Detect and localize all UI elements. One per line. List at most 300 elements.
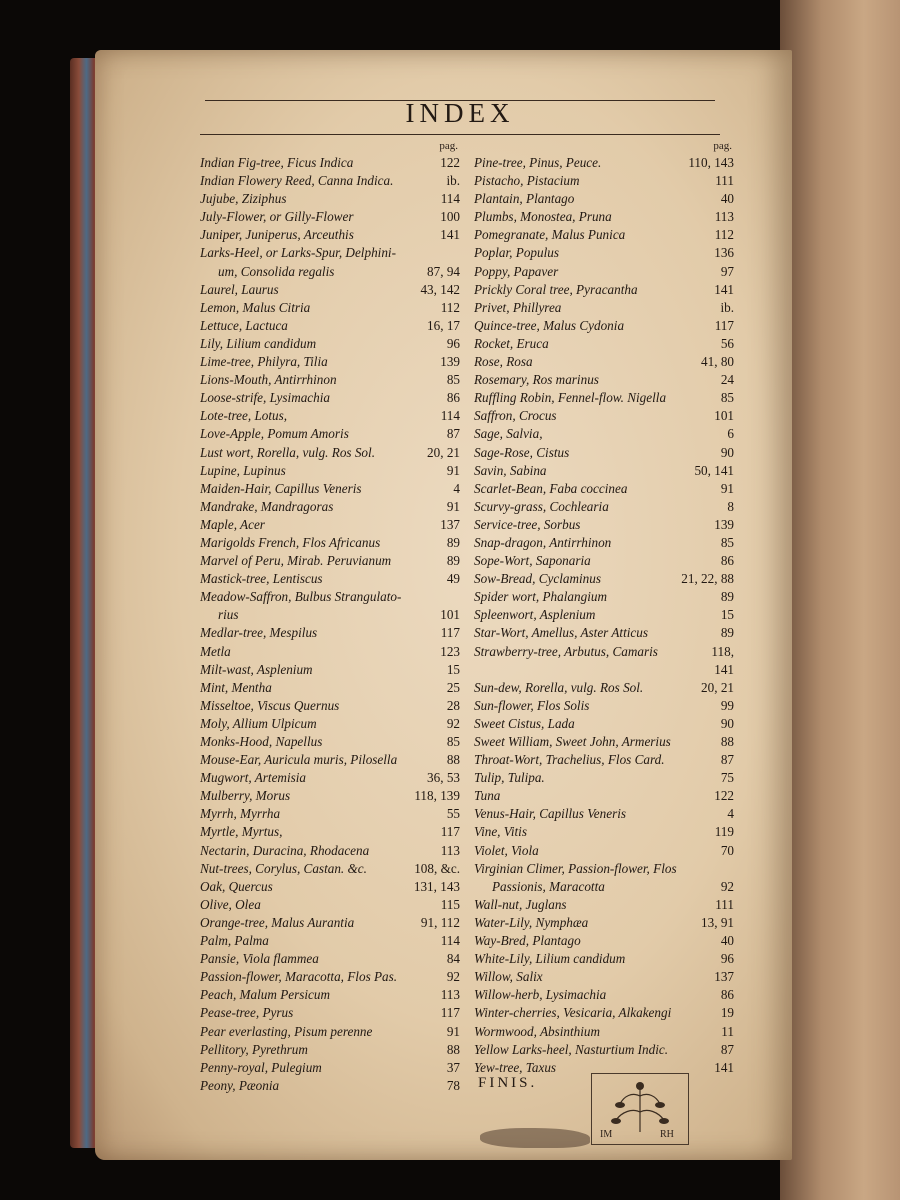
entry-name: Mastick-tree, Lentiscus — [200, 571, 323, 587]
entry-page-number: 85 — [720, 390, 734, 406]
index-entry — [474, 950, 736, 968]
entry-name: Myrtle, Myrtus, — [200, 824, 283, 840]
index-entry — [474, 389, 736, 407]
index-entry — [474, 444, 736, 462]
entry-page-number: 112 — [714, 227, 734, 243]
entry-page-number: 141 — [714, 281, 734, 297]
entry-page-number: 139 — [714, 516, 734, 532]
entry-name: Metla — [200, 643, 231, 659]
index-entry — [200, 353, 462, 371]
entry-page-number: 118, — [711, 643, 734, 659]
entry-name: Yellow Larks-heel, Nasturtium Indic. — [474, 1041, 669, 1057]
index-entry — [474, 986, 736, 1004]
entry-name: Pine-tree, Pinus, Peuce. — [474, 155, 602, 170]
index-entry — [474, 751, 736, 769]
entry-page-number: 114 — [440, 408, 460, 424]
index-entry — [200, 317, 462, 335]
entry-name: Poplar, Populus — [474, 245, 559, 261]
entry-page-number: 123 — [440, 643, 460, 659]
entry-name: Strawberry-tree, Arbutus, Camaris — [474, 643, 658, 659]
index-entry — [474, 263, 736, 281]
entry-name: Indian Flowery Reed, Canna Indica. — [200, 173, 394, 189]
entry-name: um, Consolida regalis — [218, 263, 335, 279]
index-entry — [200, 624, 462, 642]
index-entry — [200, 444, 462, 462]
index-entry — [200, 371, 462, 389]
entry-name: Lust wort, Rorella, vulg. Ros Sol. — [200, 444, 375, 460]
entry-page-number: 75 — [720, 770, 734, 786]
entry-page-number: 78 — [446, 1077, 460, 1093]
entry-page-number: 4 — [453, 480, 460, 496]
index-entry — [474, 208, 736, 226]
index-entry — [474, 624, 736, 642]
entry-page-number: 20, 21 — [701, 679, 734, 695]
pag-label-right: pag. — [713, 140, 732, 152]
entry-name: Snap-dragon, Antirrhinon — [474, 534, 612, 550]
index-entry — [200, 226, 462, 244]
entry-page-number: 96 — [720, 951, 734, 967]
entry-page-number: 87 — [720, 752, 734, 768]
entry-name: Rosemary, Ros marinus — [474, 372, 599, 388]
entry-page-number: 20, 21 — [427, 444, 460, 460]
entry-name: Lote-tree, Lotus, — [200, 408, 288, 424]
index-entry — [200, 606, 462, 624]
index-entry — [200, 425, 462, 443]
entry-name: Sun-dew, Rorella, vulg. Ros Sol. — [474, 679, 644, 695]
entry-page-number: 117 — [440, 625, 460, 641]
index-entry — [474, 353, 736, 371]
entry-name: Pomegranate, Malus Punica — [474, 227, 626, 243]
index-entry — [200, 860, 462, 878]
entry-page-number: 122 — [440, 155, 460, 170]
entry-page-number: 88 — [446, 1041, 460, 1057]
stamp-initials-left: IM — [600, 1129, 613, 1140]
entry-page-number: 70 — [720, 842, 734, 858]
entry-name: Scarlet-Bean, Faba coccinea — [474, 480, 628, 496]
entry-page-number: 25 — [446, 679, 460, 695]
index-entry — [474, 335, 736, 353]
index-entry — [200, 896, 462, 914]
entry-page-number: 41, 80 — [701, 354, 734, 370]
entry-page-number: 88 — [446, 752, 460, 768]
entry-page-number: 137 — [714, 969, 734, 985]
entry-page-number: 101 — [440, 607, 460, 623]
entry-page-number: 91 — [446, 1023, 460, 1039]
entry-page-number: 87 — [446, 426, 460, 442]
entry-page-number: 49 — [446, 571, 460, 587]
entry-page-number: 16, 17 — [427, 317, 460, 333]
entry-page-number: 110, 143 — [688, 155, 734, 170]
entry-page-number: 21, 22, 88 — [681, 571, 734, 587]
page-title: INDEX — [405, 98, 515, 128]
entry-name: Monks-Hood, Napellus — [200, 734, 323, 749]
index-entry — [200, 679, 462, 697]
entry-page-number: 113 — [440, 987, 460, 1003]
entry-name: Poppy, Papaver — [474, 263, 559, 279]
entry-page-number: 131, 143 — [413, 878, 460, 894]
entry-page-number: 119 — [714, 824, 734, 840]
entry-name: Milt-wast, Asplenium — [200, 661, 313, 677]
index-entry — [474, 679, 736, 697]
entry-name: Love-Apple, Pomum Amoris — [200, 426, 349, 442]
entry-name: Rocket, Eruca — [474, 335, 549, 351]
entry-page-number: 6 — [727, 426, 734, 442]
index-entry — [474, 154, 736, 172]
entry-page-number: 56 — [720, 335, 734, 351]
entry-page-number: 139 — [440, 354, 460, 370]
page-stain — [480, 1128, 590, 1148]
entry-name: Sun-flower, Flos Solis — [474, 697, 590, 713]
entry-page-number: 115 — [440, 896, 460, 912]
index-entry — [200, 190, 462, 208]
entry-page-number: 43, 142 — [420, 281, 460, 297]
entry-name: Oak, Quercus — [200, 878, 273, 894]
entry-page-number: 91 — [446, 498, 460, 514]
entry-name: Wormwood, Absinthium — [474, 1023, 601, 1039]
entry-name: Mugwort, Artemisia — [200, 770, 306, 786]
entry-name: Palm, Palma — [200, 933, 269, 949]
entry-name: Loose-strife, Lysimachia — [200, 390, 331, 406]
index-entry — [474, 244, 736, 262]
entry-name: Meadow-Saffron, Bulbus Strangulato- — [200, 589, 402, 605]
entry-name: July-Flower, or Gilly-Flower — [200, 209, 354, 225]
entry-name: Quince-tree, Malus Cydonia — [474, 317, 625, 333]
index-entry — [200, 263, 462, 281]
index-entry — [474, 715, 736, 733]
entry-name: Ruffling Robin, Fennel-flow. Nigella — [474, 390, 667, 406]
index-entry — [474, 498, 736, 516]
index-entry — [474, 552, 736, 570]
entry-name: Medlar-tree, Mespilus — [200, 625, 318, 641]
index-entry — [200, 643, 462, 661]
index-entry — [200, 516, 462, 534]
entry-name: Marvel of Peru, Mirab. Peruvianum — [200, 553, 392, 569]
index-entry — [200, 588, 462, 606]
index-entry — [200, 986, 462, 1004]
index-entry — [200, 914, 462, 932]
index-entry — [200, 552, 462, 570]
index-entry — [474, 425, 736, 443]
entry-page-number: 19 — [720, 1005, 734, 1021]
entry-page-number: 15 — [720, 607, 734, 623]
entry-name: Willow, Salix — [474, 969, 543, 985]
entry-name: Venus-Hair, Capillus Veneris — [474, 806, 627, 822]
entry-name: Plantain, Plantago — [474, 191, 575, 207]
entry-page-number: 87, 94 — [427, 263, 460, 279]
entry-page-number: 112 — [440, 299, 460, 315]
index-entry — [200, 751, 462, 769]
index-entry — [474, 805, 736, 823]
entry-name: Wall-nut, Juglans — [474, 896, 567, 912]
entry-name: Rose, Rosa — [474, 354, 533, 370]
entry-page-number: 86 — [720, 987, 734, 1003]
entry-name: Yew-tree, Taxus — [474, 1059, 557, 1075]
entry-page-number: ib. — [446, 173, 460, 189]
index-entry — [200, 462, 462, 480]
entry-name: Mulberry, Morus — [200, 788, 291, 804]
entry-page-number: 136 — [714, 245, 734, 261]
entry-name: Penny-royal, Pulegium — [200, 1059, 322, 1075]
entry-page-number: 40 — [720, 933, 734, 949]
index-entry — [200, 932, 462, 950]
entry-page-number: 24 — [720, 372, 734, 388]
entry-page-number: ib. — [720, 299, 734, 315]
entry-name: Juniper, Juniperus, Arceuthis — [200, 227, 354, 243]
entry-name: Olive, Olea — [200, 896, 261, 912]
index-entry — [474, 1023, 736, 1041]
index-entry — [474, 823, 736, 841]
index-entry — [474, 1004, 736, 1022]
entry-name: Lily, Lilium candidum — [200, 335, 317, 351]
index-entry — [200, 661, 462, 679]
index-entry — [474, 914, 736, 932]
entry-name: Mint, Mentha — [200, 679, 272, 695]
entry-name: Orange-tree, Malus Aurantia — [200, 914, 355, 930]
entry-name: Lupine, Lupinus — [200, 462, 286, 478]
entry-page-number: 101 — [714, 408, 734, 424]
entry-page-number: 99 — [720, 697, 734, 713]
title-rule — [200, 134, 720, 135]
entry-page-number: 55 — [446, 806, 460, 822]
entry-name: Jujube, Ziziphus — [200, 191, 287, 207]
index-entry — [200, 389, 462, 407]
entry-page-number: 90 — [720, 715, 734, 731]
entry-name: Tulip, Tulipa. — [474, 770, 545, 786]
entry-page-number: 96 — [446, 335, 460, 351]
entry-page-number: 117 — [440, 824, 460, 840]
entry-name: Pease-tree, Pyrus — [200, 1005, 294, 1021]
entry-page-number: 92 — [446, 715, 460, 731]
entry-page-number: 85 — [446, 734, 460, 749]
entry-name: Savin, Sabina — [474, 462, 547, 478]
index-entry — [200, 842, 462, 860]
index-entry — [200, 299, 462, 317]
entry-name: Myrrh, Myrrha — [200, 806, 281, 822]
entry-name: Peach, Malum Persicum — [200, 987, 331, 1003]
entry-page-number: 88 — [720, 734, 734, 749]
index-entry — [474, 733, 736, 751]
finis-text: FINIS. — [478, 1075, 538, 1091]
entry-name: Larks-Heel, or Larks-Spur, Delphini- — [200, 245, 396, 261]
entry-name: Maple, Acer — [200, 516, 265, 532]
index-entry — [200, 769, 462, 787]
index-entry — [474, 570, 736, 588]
index-entry — [200, 480, 462, 498]
index-entry — [474, 226, 736, 244]
entry-page-number: 100 — [440, 209, 460, 225]
entry-page-number: 141 — [714, 1059, 734, 1075]
index-entry — [474, 896, 736, 914]
entry-page-number: 4 — [727, 806, 734, 822]
entry-name: Laurel, Laurus — [200, 281, 279, 297]
entry-name: Tuna — [474, 788, 501, 804]
entry-page-number: 89 — [720, 589, 734, 605]
entry-name: Sweet William, Sweet John, Armerius — [474, 734, 671, 749]
entry-page-number: 50, 141 — [694, 462, 734, 478]
index-entry — [474, 661, 736, 679]
entry-name: Way-Bred, Plantago — [474, 933, 581, 949]
index-entry — [200, 950, 462, 968]
entry-page-number: 13, 91 — [701, 914, 734, 930]
index-entry — [200, 1023, 462, 1041]
index-entry — [474, 299, 736, 317]
entry-page-number: 89 — [720, 625, 734, 641]
index-entry — [474, 534, 736, 552]
entry-name: Pellitory, Pyrethrum — [200, 1041, 308, 1057]
index-entry — [200, 498, 462, 516]
index-entry — [200, 534, 462, 552]
index-entry — [200, 407, 462, 425]
index-entry — [474, 860, 736, 878]
entry-name: Lions-Mouth, Antirrhinon — [200, 372, 337, 388]
entry-name: Spleenwort, Asplenium — [474, 607, 596, 623]
entry-page-number: 91 — [720, 480, 734, 496]
entry-name: Throat-Wort, Trachelius, Flos Card. — [474, 752, 665, 768]
entry-page-number: 114 — [440, 191, 460, 207]
index-entry — [474, 462, 736, 480]
index-entry — [200, 570, 462, 588]
index-entry — [474, 697, 736, 715]
index-entry — [474, 1041, 736, 1059]
entry-name: Mandrake, Mandragoras — [200, 498, 334, 514]
index-entry — [474, 932, 736, 950]
index-entry — [200, 968, 462, 986]
index-entry — [474, 769, 736, 787]
index-entry — [200, 715, 462, 733]
index-entry — [474, 371, 736, 389]
index-column-left — [200, 140, 462, 1095]
entry-page-number: 86 — [720, 553, 734, 569]
entry-name: Sweet Cistus, Lada — [474, 715, 575, 731]
index-entry — [474, 842, 736, 860]
entry-name: Willow-herb, Lysimachia — [474, 987, 607, 1003]
index-entry — [474, 281, 736, 299]
entry-name: Violet, Viola — [474, 842, 539, 858]
index-entry — [474, 480, 736, 498]
index-entry — [200, 1004, 462, 1022]
index-entry — [200, 823, 462, 841]
facing-page-edge — [780, 0, 900, 1200]
index-entry — [474, 172, 736, 190]
index-entry — [200, 787, 462, 805]
index-column-right — [474, 140, 736, 1077]
entry-name: Vine, Vitis — [474, 824, 527, 840]
entry-page-number: 36, 53 — [427, 770, 460, 786]
stamp-initials-right: RH — [660, 1129, 674, 1140]
entry-page-number: 37 — [446, 1059, 460, 1075]
entry-name: Maiden-Hair, Capillus Veneris — [200, 480, 362, 496]
entry-page-number: 141 — [440, 227, 460, 243]
index-entry — [474, 968, 736, 986]
entry-name: Pear everlasting, Pisum perenne — [200, 1023, 373, 1039]
entry-page-number: 86 — [446, 390, 460, 406]
index-entry — [200, 697, 462, 715]
index-entry — [200, 208, 462, 226]
entry-page-number: 85 — [720, 534, 734, 550]
entry-name: Passionis, Maracotta — [492, 878, 605, 894]
entry-page-number: 111 — [715, 173, 734, 189]
index-entry — [200, 154, 462, 172]
index-entry — [474, 878, 736, 896]
entry-page-number: 137 — [440, 516, 460, 532]
entry-name: Pansie, Viola flammea — [200, 951, 319, 967]
entry-name: Sope-Wort, Saponaria — [474, 553, 591, 569]
entry-page-number: 89 — [446, 534, 460, 550]
index-entry — [200, 172, 462, 190]
index-entry — [200, 244, 462, 262]
entry-name: Moly, Allium Ulpicum — [200, 715, 317, 731]
index-entry — [474, 787, 736, 805]
entry-name: Sage-Rose, Cistus — [474, 444, 570, 460]
entry-name: Nectarin, Duracina, Rhodacena — [200, 842, 370, 858]
entry-name: Water-Lily, Nymphæa — [474, 914, 589, 930]
entry-page-number: 11 — [721, 1023, 734, 1039]
entry-page-number: 117 — [714, 317, 734, 333]
entry-page-number: 114 — [440, 933, 460, 949]
entry-page-number: 113 — [714, 209, 734, 225]
index-entry — [200, 1041, 462, 1059]
entry-name: Lemon, Malus Citria — [200, 299, 311, 315]
index-entry — [474, 643, 736, 661]
index-entry — [474, 516, 736, 534]
entry-name: Indian Fig-tree, Ficus Indica — [200, 155, 354, 170]
entry-page-number: 92 — [446, 969, 460, 985]
index-entry — [200, 1059, 462, 1077]
entry-name: rius — [218, 607, 239, 623]
entry-name: Lime-tree, Philyra, Tilia — [200, 354, 328, 370]
entry-page-number: 85 — [446, 372, 460, 388]
index-entry — [474, 407, 736, 425]
entry-page-number: 117 — [440, 1005, 460, 1021]
entry-name: Prickly Coral tree, Pyracantha — [474, 281, 638, 297]
index-entry — [474, 317, 736, 335]
entry-name: Sow-Bread, Cyclaminus — [474, 571, 601, 587]
entry-name: Star-Wort, Amellus, Aster Atticus — [474, 625, 648, 641]
entry-name: Saffron, Crocus — [474, 408, 557, 424]
entry-page-number: 90 — [720, 444, 734, 460]
entry-name: Virginian Climer, Passion-flower, Flos — [474, 860, 677, 876]
entry-name: Pistacho, Pistacium — [474, 173, 580, 189]
entry-name: Service-tree, Sorbus — [474, 516, 581, 532]
entry-name: Peony, Pæonia — [200, 1077, 280, 1093]
printer-stamp — [591, 1073, 689, 1145]
entry-page-number: 111 — [715, 896, 734, 912]
entry-name: Sage, Salvia, — [474, 426, 543, 442]
entry-page-number: 113 — [440, 842, 460, 858]
index-entry — [200, 805, 462, 823]
entry-page-number: 118, 139 — [414, 788, 460, 804]
pag-label-left: pag. — [439, 140, 458, 152]
entry-page-number: 28 — [446, 697, 460, 713]
index-entry — [474, 588, 736, 606]
entry-name: Privet, Phillyrea — [474, 299, 562, 315]
entry-page-number: 122 — [714, 788, 734, 804]
entry-page-number: 97 — [720, 263, 734, 279]
entry-name: Plumbs, Monostea, Pruna — [474, 209, 612, 225]
index-entry — [474, 606, 736, 624]
index-entry — [200, 335, 462, 353]
index-entry — [200, 878, 462, 896]
index-entry — [200, 281, 462, 299]
entry-name: Mouse-Ear, Auricula muris, Pilosella — [200, 752, 398, 768]
entry-page-number: 91, 112 — [420, 914, 460, 930]
entry-name: Scurvy-grass, Cochlearia — [474, 498, 609, 514]
entry-page-number: 8 — [727, 498, 734, 514]
index-entry — [200, 733, 462, 751]
entry-page-number: 84 — [446, 951, 460, 967]
entry-name: Lettuce, Lactuca — [200, 317, 288, 333]
entry-page-number: 89 — [446, 553, 460, 569]
